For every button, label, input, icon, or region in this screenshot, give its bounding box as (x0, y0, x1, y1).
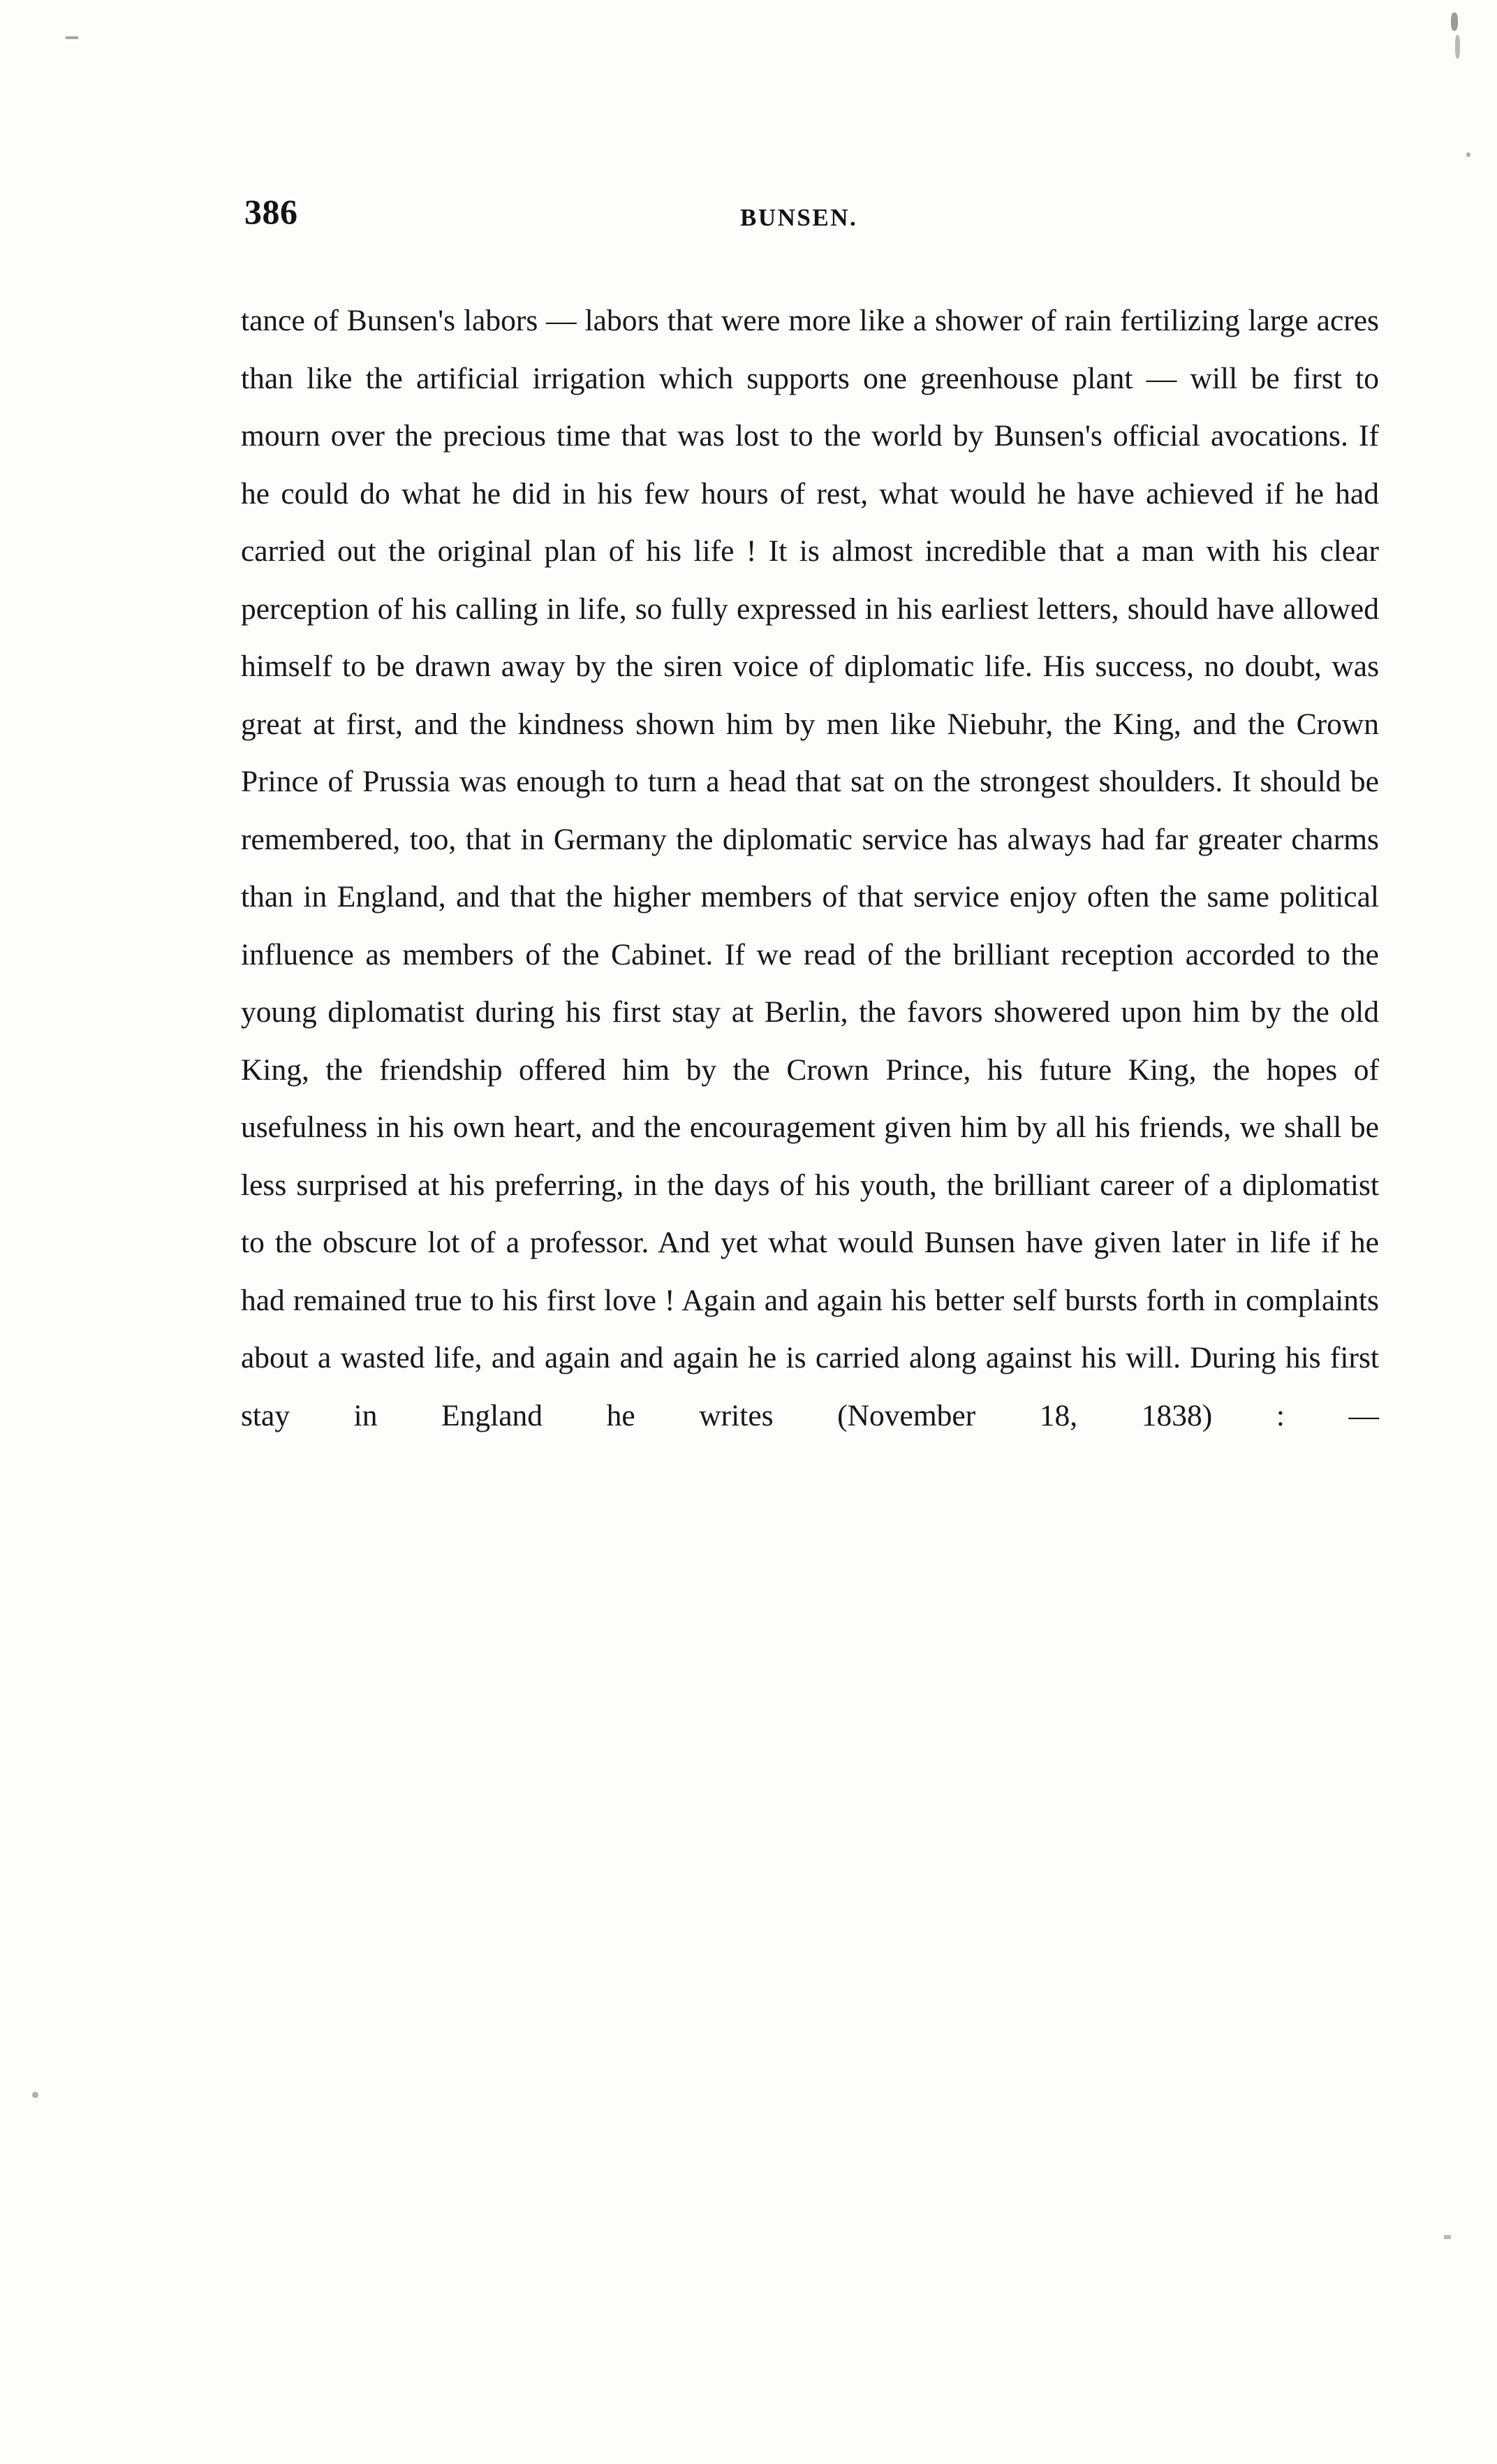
page-header (244, 194, 1257, 236)
scan-artifact-mark (1466, 152, 1470, 157)
body-text-block (241, 292, 1379, 1502)
scan-artifact-mark (1444, 2235, 1451, 2239)
scan-artifact-mark (32, 2092, 38, 2098)
scan-artifact-mark (1455, 35, 1460, 59)
body-paragraph: tance of Bunsen's labors — labors that were more like a shower of rain fertilizing large acres than like the artificial irrigation which supports one greenhouse plant — will be first to mourn over the precious time that was lost to the world by Bunsen's official avocations. If he could do what he did in his few hours of rest, what would he have achieved if he had carried out the original plan of his life ! It is almost incredible that a man with his clear perception of his calling in life, so fully expressed in his earliest letters, should have allowed himself to be drawn away by the siren voice of diplomatic life. His success, no doubt, was great at first, and the kindness shown him by men like Niebuhr, the King, and the Crown Prince of Prussia was enough to turn a head that sat on the strongest shoulders. It should be remembered, too, that in Germany the diplomatic service has always had far greater charms than in England, and that the higher members of that service enjoy often the same political influence as members of the Cabinet. If we read of the brilliant reception accorded to the young diplomatist during his first stay at Berlin, the favors showered upon him by the old King, the friendship offered him by the Crown Prince, his future King, the hopes of usefulness in his own heart, and the encouragement given him by all his friends, we shall be less surprised at his preferring, in the days of his youth, the brilliant career of a diplomatist to the obscure lot of a professor. And yet what would Bunsen have given later in life if he had remained true to his first love ! Again and again his better self bursts forth in complaints about a wasted life, and again and again he is carried along against his will. During his first stay in England he writes (November 18, 1838) : — (241, 304, 1379, 1432)
page-number: 386 (244, 192, 298, 231)
scan-artifact-mark (1451, 13, 1458, 31)
running-head-title: BUNSEN. (740, 204, 858, 231)
scan-artifact-mark (66, 36, 78, 39)
